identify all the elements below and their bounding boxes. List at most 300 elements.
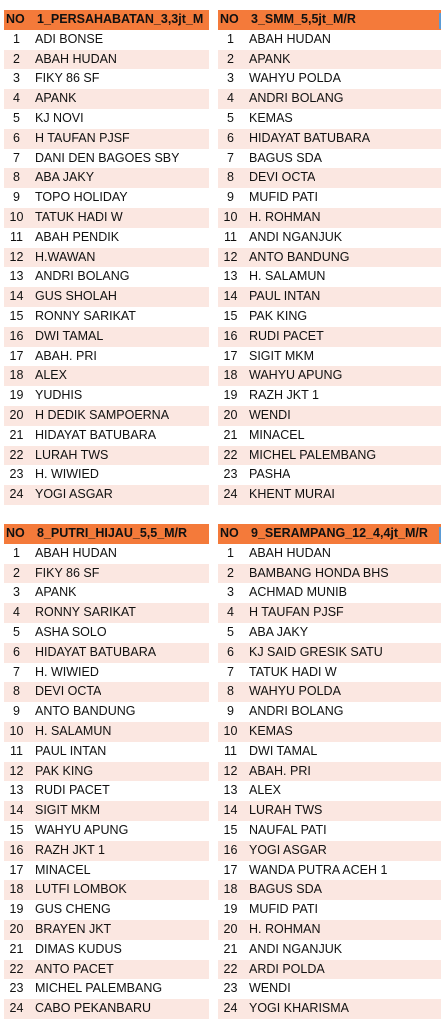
table-header[interactable] [218, 10, 441, 30]
header-no-label: NO [220, 526, 239, 540]
row-number: 17 [9, 348, 24, 363]
row-name: DWI TAMAL [35, 328, 104, 343]
row-name: ABAH. PRI [35, 348, 97, 363]
table-row[interactable] [4, 821, 209, 841]
row-name: YOGI ASGAR [249, 842, 327, 857]
row-name: LURAH TWS [249, 803, 323, 818]
row-name: ABA JAKY [35, 170, 95, 185]
table-row[interactable] [218, 900, 441, 920]
row-number: 1 [227, 545, 234, 560]
row-name: ANDRI BOLANG [35, 269, 130, 284]
row-name: H. SALAMUN [249, 269, 326, 284]
table-row[interactable] [4, 940, 209, 960]
table-row[interactable] [4, 762, 209, 782]
table-row[interactable] [218, 267, 441, 287]
row-number: 23 [9, 467, 24, 482]
table-row[interactable] [4, 623, 209, 643]
row-number: 12 [223, 763, 238, 778]
table-row[interactable] [218, 89, 441, 109]
table-row[interactable] [218, 663, 441, 683]
row-number: 13 [9, 269, 24, 284]
table-row[interactable] [4, 50, 209, 70]
row-name: FIKY 86 SF [35, 71, 100, 86]
table-row[interactable] [4, 129, 209, 149]
table-row[interactable] [4, 979, 209, 999]
table-row[interactable] [218, 841, 441, 861]
row-name: ABAH HUDAN [249, 545, 331, 560]
table-row[interactable] [218, 426, 441, 446]
header-title: 3_SMM_5,5jt_M/R [251, 12, 356, 26]
row-name: GUS SHOLAH [35, 289, 117, 304]
row-name: KJ SAID GRESIK SATU [249, 644, 383, 659]
row-name: APANK [35, 91, 77, 106]
row-name: H. WIWIED [35, 467, 99, 482]
table-row[interactable] [218, 465, 441, 485]
table-row[interactable] [218, 30, 441, 50]
table-row[interactable] [4, 465, 209, 485]
table-row[interactable] [218, 208, 441, 228]
table-row[interactable] [4, 228, 209, 248]
row-number: 13 [223, 783, 238, 798]
row-name: RUDI PACET [249, 328, 324, 343]
row-number: 22 [223, 961, 238, 976]
table-row[interactable] [218, 722, 441, 742]
row-number: 20 [9, 921, 24, 936]
row-number: 9 [227, 190, 234, 205]
row-name: ANDRI BOLANG [249, 91, 344, 106]
row-number: 9 [227, 704, 234, 719]
row-number: 7 [13, 150, 20, 165]
table-row[interactable] [4, 603, 209, 623]
header-no-label: NO [6, 526, 25, 540]
table-row[interactable] [4, 682, 209, 702]
table-row[interactable] [218, 999, 441, 1019]
table-row[interactable] [4, 880, 209, 900]
row-name: TATUK HADI W [35, 209, 123, 224]
table-row[interactable] [218, 762, 441, 782]
row-name: PASHA [249, 467, 291, 482]
row-name: BAGUS SDA [249, 882, 322, 897]
row-name: NAUFAL PATI [249, 822, 327, 837]
row-name: ABAH HUDAN [249, 31, 331, 46]
row-number: 17 [9, 862, 24, 877]
row-number: 12 [223, 249, 238, 264]
row-name: WANDA PUTRA ACEH 1 [249, 862, 388, 877]
row-name: ABAH HUDAN [35, 51, 117, 66]
table-row[interactable] [4, 267, 209, 287]
table-row[interactable] [4, 109, 209, 129]
row-name: YOGI ASGAR [35, 487, 113, 502]
table-row[interactable] [4, 327, 209, 347]
table-row[interactable] [218, 50, 441, 70]
row-name: KJ NOVI [35, 110, 84, 125]
table-row[interactable] [4, 861, 209, 881]
row-name: H. WIWIED [35, 664, 99, 679]
row-number: 10 [223, 209, 238, 224]
row-name: H.WAWAN [35, 249, 96, 264]
row-number: 3 [227, 585, 234, 600]
table-row[interactable] [4, 366, 209, 386]
row-name: DWI TAMAL [249, 743, 318, 758]
row-number: 15 [9, 308, 24, 323]
row-name: TOPO HOLIDAY [35, 190, 128, 205]
row-name: YOGI KHARISMA [249, 1001, 350, 1016]
row-number: 19 [223, 388, 238, 403]
row-name: RAZH JKT 1 [249, 388, 319, 403]
table-row[interactable] [4, 386, 209, 406]
row-name: HIDAYAT BATUBARA [249, 130, 371, 145]
row-name: SIGIT MKM [35, 803, 101, 818]
row-name: ABAH HUDAN [35, 545, 117, 560]
table-row[interactable] [218, 386, 441, 406]
row-name: ANTO PACET [35, 961, 114, 976]
row-name: WAHYU POLDA [249, 71, 341, 86]
row-name: ANTO BANDUNG [249, 249, 350, 264]
row-name: PAK KING [249, 308, 308, 323]
table-row[interactable] [218, 979, 441, 999]
table-row[interactable] [218, 109, 441, 129]
row-number: 16 [223, 328, 238, 343]
row-name: YUDHIS [35, 388, 83, 403]
row-number: 15 [9, 822, 24, 837]
table-row[interactable] [218, 623, 441, 643]
row-number: 1 [227, 31, 234, 46]
table-header[interactable] [4, 10, 209, 30]
row-name: ABAH PENDIK [35, 229, 120, 244]
table-row[interactable] [218, 583, 441, 603]
table-row[interactable] [218, 861, 441, 881]
row-name: ACHMAD MUNIB [249, 585, 347, 600]
row-number: 5 [227, 110, 234, 125]
table-row[interactable] [4, 208, 209, 228]
row-name: WENDI [249, 981, 291, 996]
table-row[interactable] [218, 880, 441, 900]
table-row[interactable] [218, 168, 441, 188]
row-name: H. ROHMAN [249, 921, 321, 936]
table-row[interactable] [4, 781, 209, 801]
table-row[interactable] [4, 663, 209, 683]
row-name: ARDI POLDA [249, 961, 325, 976]
table-row[interactable] [218, 742, 441, 762]
row-number: 7 [227, 150, 234, 165]
row-name: H DEDIK SAMPOERNA [35, 407, 170, 422]
table-row[interactable] [4, 446, 209, 466]
row-name: CABO PEKANBARU [35, 1001, 152, 1016]
table-row[interactable] [4, 722, 209, 742]
table-row[interactable] [4, 69, 209, 89]
row-number: 19 [223, 902, 238, 917]
row-name: ASHA SOLO [35, 624, 107, 639]
row-name: ALEX [35, 368, 67, 383]
table-row[interactable] [218, 643, 441, 663]
row-name: MUFID PATI [249, 190, 318, 205]
row-number: 14 [9, 289, 24, 304]
row-number: 24 [223, 487, 238, 502]
table-row[interactable] [4, 307, 209, 327]
table-row[interactable] [4, 347, 209, 367]
row-number: 10 [223, 723, 238, 738]
table-row[interactable] [4, 426, 209, 446]
table-9-serampang [218, 524, 441, 1019]
table-8-putri-hijau [4, 524, 209, 1019]
row-number: 12 [9, 249, 24, 264]
row-number: 2 [227, 565, 234, 580]
row-number: 10 [9, 723, 24, 738]
table-row[interactable] [4, 287, 209, 307]
row-number: 11 [224, 229, 237, 244]
table-row[interactable] [218, 69, 441, 89]
row-number: 2 [13, 51, 20, 66]
row-number: 4 [13, 605, 20, 620]
row-name: TATUK HADI W [249, 664, 337, 679]
row-number: 20 [9, 407, 24, 422]
table-row[interactable] [218, 801, 441, 821]
row-name: H. SALAMUN [35, 723, 112, 738]
table-3-smm [218, 10, 441, 505]
row-number: 3 [13, 585, 20, 600]
table-row[interactable] [4, 544, 209, 564]
table-header[interactable] [218, 524, 441, 544]
row-name: WAHYU APUNG [249, 368, 343, 383]
table-row[interactable] [218, 960, 441, 980]
row-name: H TAUFAN PJSF [249, 605, 344, 620]
row-number: 8 [227, 170, 234, 185]
row-number: 8 [227, 684, 234, 699]
table-row[interactable] [218, 544, 441, 564]
row-name: ANDI NGANJUK [249, 229, 343, 244]
row-name: H TAUFAN PJSF [35, 130, 130, 145]
table-row[interactable] [218, 603, 441, 623]
row-number: 14 [223, 803, 238, 818]
row-name: KEMAS [249, 723, 293, 738]
table-row[interactable] [218, 682, 441, 702]
table-row[interactable] [4, 900, 209, 920]
table-row[interactable] [4, 406, 209, 426]
row-number: 12 [9, 763, 24, 778]
row-name: BAMBANG HONDA BHS [249, 565, 389, 580]
row-number: 8 [13, 684, 20, 699]
table-row[interactable] [218, 821, 441, 841]
row-name: ANTO BANDUNG [35, 704, 136, 719]
row-name: MICHEL PALEMBANG [249, 447, 377, 462]
row-number: 16 [223, 842, 238, 857]
table-row[interactable] [4, 564, 209, 584]
row-name: MUFID PATI [249, 902, 318, 917]
row-number: 15 [223, 308, 238, 323]
header-title: 8_PUTRI_HIJAU_5,5_M/R [37, 526, 188, 540]
table-row[interactable] [218, 129, 441, 149]
table-row[interactable] [218, 406, 441, 426]
table-1-persahabatan [4, 10, 209, 505]
table-row[interactable] [218, 781, 441, 801]
row-name: APANK [249, 51, 291, 66]
row-number: 2 [227, 51, 234, 66]
row-name: MICHEL PALEMBANG [35, 981, 163, 996]
row-number: 20 [223, 407, 238, 422]
row-number: 20 [223, 921, 238, 936]
row-name: RUDI PACET [35, 783, 110, 798]
row-number: 18 [223, 882, 238, 897]
table-row[interactable] [218, 248, 441, 268]
table-row[interactable] [4, 30, 209, 50]
table-row[interactable] [218, 940, 441, 960]
row-number: 1 [13, 545, 20, 560]
row-name: KHENT MURAI [249, 487, 335, 502]
row-number: 24 [9, 1001, 24, 1016]
row-number: 5 [13, 624, 20, 639]
row-number: 6 [227, 644, 234, 659]
table-row[interactable] [4, 742, 209, 762]
row-number: 5 [227, 624, 234, 639]
table-row[interactable] [4, 801, 209, 821]
row-number: 23 [223, 467, 238, 482]
row-number: 7 [13, 664, 20, 679]
row-name: ABA JAKY [249, 624, 309, 639]
row-name: WAHYU POLDA [249, 684, 341, 699]
row-number: 21 [9, 941, 24, 956]
row-number: 19 [9, 902, 24, 917]
row-number: 17 [223, 862, 238, 877]
table-row[interactable] [4, 960, 209, 980]
row-number: 14 [223, 289, 238, 304]
row-number: 1 [13, 31, 20, 46]
row-name: RONNY SARIKAT [35, 605, 136, 620]
row-name: ABAH. PRI [249, 763, 311, 778]
row-number: 18 [9, 882, 24, 897]
row-name: LUTFI LOMBOK [35, 882, 127, 897]
row-name: H. ROHMAN [249, 209, 321, 224]
table-row[interactable] [218, 287, 441, 307]
row-number: 22 [223, 447, 238, 462]
table-row[interactable] [4, 188, 209, 208]
row-number: 4 [227, 91, 234, 106]
row-number: 5 [13, 110, 20, 125]
row-name: APANK [35, 585, 77, 600]
row-name: MINACEL [249, 427, 305, 442]
row-name: PAUL INTAN [35, 743, 107, 758]
row-number: 21 [223, 941, 238, 956]
table-row[interactable] [218, 347, 441, 367]
table-row[interactable] [218, 307, 441, 327]
row-name: HIDAYAT BATUBARA [35, 427, 157, 442]
row-name: SIGIT MKM [249, 348, 315, 363]
row-name: MINACEL [35, 862, 91, 877]
row-name: GUS CHENG [35, 902, 111, 917]
row-name: DANI DEN BAGOES SBY [35, 150, 180, 165]
row-name: DEVI OCTA [35, 684, 102, 699]
row-number: 2 [13, 565, 20, 580]
table-row[interactable] [218, 228, 441, 248]
row-number: 18 [9, 368, 24, 383]
row-name: KEMAS [249, 110, 293, 125]
row-name: PAK KING [35, 763, 94, 778]
header-no-label: NO [220, 12, 239, 26]
row-number: 9 [13, 704, 20, 719]
header-no-label: NO [6, 12, 25, 26]
row-name: RAZH JKT 1 [35, 842, 105, 857]
row-number: 13 [9, 783, 24, 798]
row-number: 10 [9, 209, 24, 224]
table-row[interactable] [218, 485, 441, 505]
table-row[interactable] [4, 168, 209, 188]
table-row[interactable] [4, 999, 209, 1019]
row-number: 9 [13, 190, 20, 205]
row-number: 7 [227, 664, 234, 679]
table-row[interactable] [218, 564, 441, 584]
table-row[interactable] [218, 702, 441, 722]
row-number: 14 [9, 803, 24, 818]
row-name: RONNY SARIKAT [35, 308, 136, 323]
row-number: 23 [9, 981, 24, 996]
row-number: 21 [223, 427, 238, 442]
row-number: 23 [223, 981, 238, 996]
table-row[interactable] [4, 149, 209, 169]
row-number: 16 [9, 842, 24, 857]
table-row[interactable] [4, 920, 209, 940]
row-number: 3 [227, 71, 234, 86]
row-number: 24 [223, 1001, 238, 1016]
row-name: DEVI OCTA [249, 170, 316, 185]
table-row[interactable] [4, 89, 209, 109]
table-row[interactable] [4, 248, 209, 268]
table-row[interactable] [4, 485, 209, 505]
row-number: 15 [223, 822, 238, 837]
table-row[interactable] [218, 366, 441, 386]
row-number: 16 [9, 328, 24, 343]
row-name: FIKY 86 SF [35, 565, 100, 580]
row-number: 21 [9, 427, 24, 442]
row-name: DIMAS KUDUS [35, 941, 122, 956]
row-name: ANDI NGANJUK [249, 941, 343, 956]
table-row[interactable] [218, 920, 441, 940]
row-number: 11 [10, 229, 23, 244]
row-number: 11 [224, 743, 237, 758]
row-name: WAHYU APUNG [35, 822, 129, 837]
header-title: 9_SERAMPANG_12_4,4jt_M/R [251, 526, 428, 540]
row-number: 6 [13, 130, 20, 145]
row-name: PAUL INTAN [249, 289, 321, 304]
row-number: 19 [9, 388, 24, 403]
table-row[interactable] [218, 188, 441, 208]
table-row[interactable] [218, 149, 441, 169]
table-row[interactable] [4, 643, 209, 663]
row-name: ADI BONSE [35, 31, 104, 46]
table-row[interactable] [4, 702, 209, 722]
row-number: 4 [13, 91, 20, 106]
row-number: 4 [227, 605, 234, 620]
row-name: ALEX [249, 783, 281, 798]
row-name: BAGUS SDA [249, 150, 322, 165]
table-row[interactable] [4, 841, 209, 861]
table-header[interactable] [4, 524, 209, 544]
row-name: HIDAYAT BATUBARA [35, 644, 157, 659]
row-name: LURAH TWS [35, 447, 109, 462]
row-name: BRAYEN JKT [35, 921, 112, 936]
row-number: 17 [223, 348, 238, 363]
table-row[interactable] [218, 446, 441, 466]
row-number: 6 [13, 644, 20, 659]
header-title: 1_PERSAHABATAN_3,3jt_M [37, 12, 204, 26]
row-number: 11 [10, 743, 23, 758]
row-number: 8 [13, 170, 20, 185]
row-number: 6 [227, 130, 234, 145]
table-row[interactable] [218, 327, 441, 347]
row-number: 22 [9, 447, 24, 462]
row-name: WENDI [249, 407, 291, 422]
table-row[interactable] [4, 583, 209, 603]
row-number: 3 [13, 71, 20, 86]
row-number: 22 [9, 961, 24, 976]
